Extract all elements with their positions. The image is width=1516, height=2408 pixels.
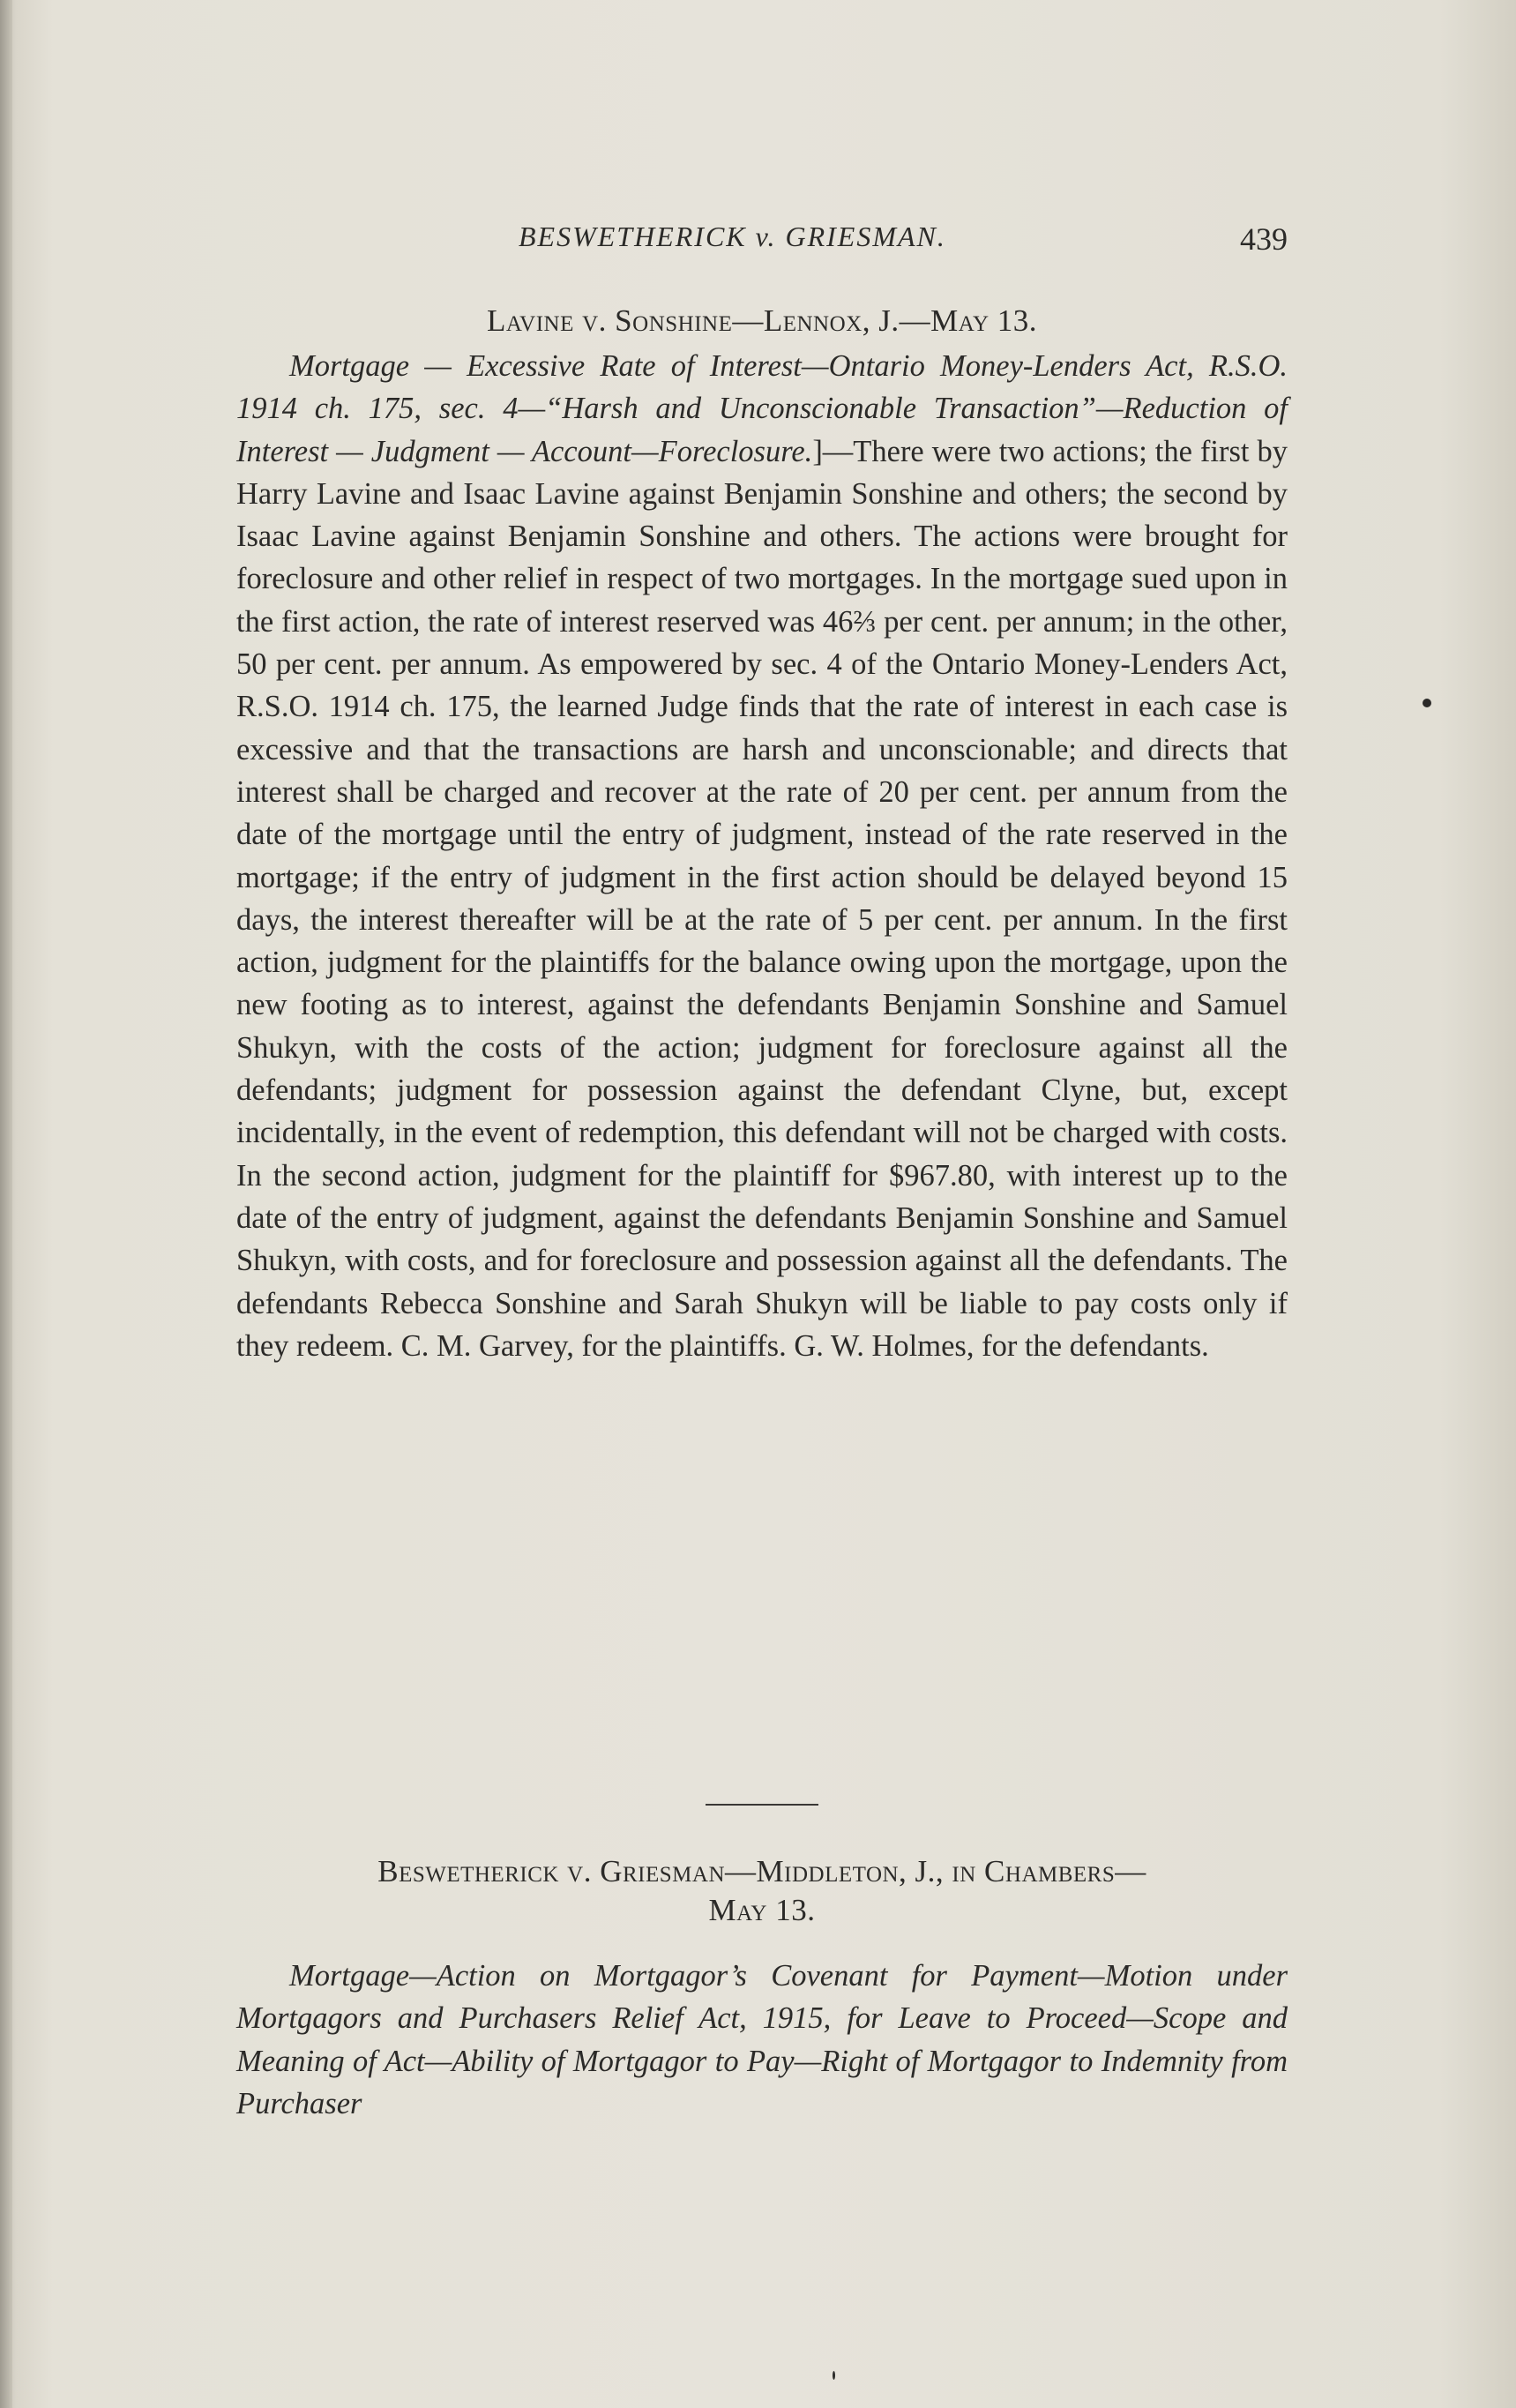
case-headnote — [236, 1955, 1288, 2125]
running-head — [236, 221, 1288, 265]
headnote: Mortgage—Action on Mortgagor’s Covenant for Payment—Motion under Mortgagors and Purchasers Relief Act, 1915, for Leave to Proceed—Scope and Meaning of Act—Ability of Mortgagor to Pay—Right of Mortgagor to Indemnity from Purchaser — [236, 1959, 1288, 2120]
page-number: 439 — [1240, 221, 1288, 257]
case-beswetherick-v-griesman — [236, 1854, 1288, 2125]
running-head-title: BESWETHERICK v. GRIESMAN. — [519, 221, 946, 252]
case-heading: Beswetherick v. Griesman—Middleton, J., in Chambers— — [377, 1854, 1146, 1888]
ink-speck — [833, 2371, 835, 2380]
case-lavine-v-sonshine — [236, 303, 1288, 1367]
case-body — [236, 345, 1288, 1367]
ink-speck — [1423, 699, 1431, 707]
section-divider — [706, 1804, 818, 1806]
page-spine-shadow — [0, 0, 12, 2408]
case-heading: Lavine v. Sonshine—Lennox, J.—May 13. — [486, 303, 1038, 338]
judgment-summary: ]—There were two actions; the first by Harry Lavine and Isaac Lavine against Benjamin Sonshine and others; the second by Isaac Lavine against Benjamin Sonshine and others. The actions were brought for foreclosure and other relief in respect of two mortgages. In the mortgage sued upon in the first action, the rate of interest reserved was 46⅔ per cent. per annum; in the other, 50 per cent. per annum. As empowered by sec. 4 of the Ontario Money-Lenders Act, R.S.O. 1914 ch. 175, the learned Judge finds that the rate of interest in each case is excessive and that the transactions are harsh and unconscionable; and directs that interest shall be charged and recover at the rate of 20 per cent. per annum from the date of the mortgage until the entry of judgment, instead of the rate reserved in the mortgage; if the entry of judgment in the first action should be delayed beyond 15 days, the interest thereafter will be at the rate of 5 per cent. per annum. In the first action, judgment for the plaintiffs for the balance owing upon the mortgage, upon the new footing as to interest, against the defendants Benjamin Sonshine and Samuel Shukyn, with the costs of the action; judgment for foreclosure against all the defendants; judgment for possession against the defendant Clyne, but, except incidentally, in the event of redemption, this defendant will not be charged with costs. In the second action, judgment for the plaintiff for $967.80, with interest up to the date of the entry of judgment, against the defendants Benjamin Sonshine and Samuel Shukyn, with costs, and for foreclosure and possession against all the defendants. The defendants Rebecca Sonshine and Sarah Shukyn will be liable to pay costs only if they redeem. C. M. Garvey, for the plaintiffs. G. W. Holmes, for the defendants. — [236, 434, 1288, 1363]
case-heading-date: May 13. — [708, 1893, 816, 1927]
headnote: Mortgage — Excessive Rate of Interest—Ontario Money-Lenders Act, R.S.O. 1914 ch. 175, sec. 4—“Harsh and Unconscionable Transaction”—Reduction of Interest — Judgment — Account—Foreclosure. — [236, 349, 1288, 468]
